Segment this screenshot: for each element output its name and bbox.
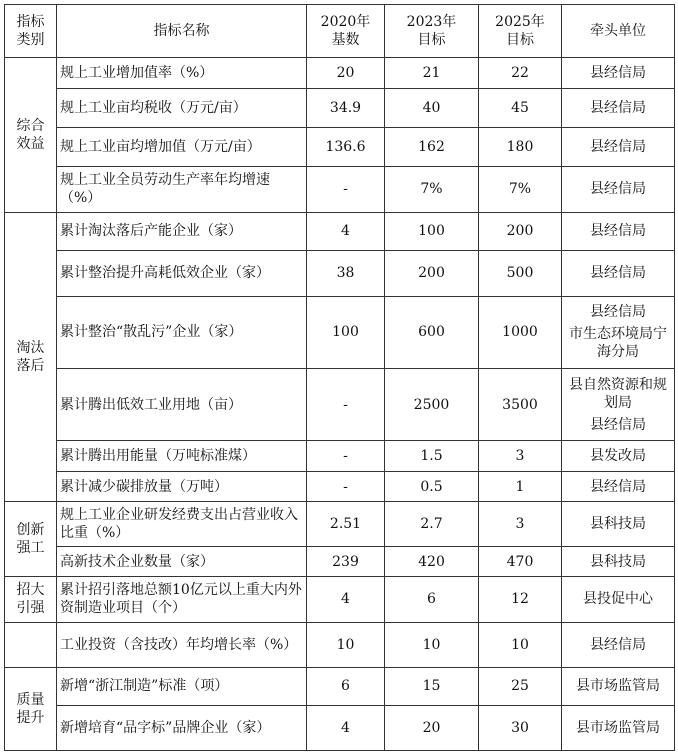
row-2023: 162 xyxy=(385,128,479,167)
row-2020: 4 xyxy=(307,212,385,250)
indicator-table xyxy=(4,4,675,751)
header-name: 指标名称 xyxy=(57,5,307,58)
row-name: 新增培育“品字标”品牌企业（家） xyxy=(57,705,307,750)
category-cell: 淘汰 落后 xyxy=(5,212,57,502)
table-row xyxy=(5,89,675,128)
table-row xyxy=(5,58,675,89)
header-lead-unit: 牵头单位 xyxy=(562,5,675,58)
row-2023: 0.5 xyxy=(385,472,479,502)
row-lead-unit: 县科技局 xyxy=(562,502,675,547)
table-row xyxy=(5,547,675,577)
row-lead-unit: 县经信局 xyxy=(562,472,675,502)
row-lead-unit: 县市场监管局 xyxy=(562,667,675,705)
row-2025: 22 xyxy=(479,58,562,89)
row-2020: 38 xyxy=(307,250,385,296)
row-2023: 21 xyxy=(385,58,479,89)
header-2023: 2023年 目标 xyxy=(385,5,479,58)
row-name: 规上工业企业研发经费支出占营业收入比重（%） xyxy=(57,502,307,547)
header-2020: 2020年 基数 xyxy=(307,5,385,58)
row-lead-unit: 县投促中心 xyxy=(562,577,675,622)
category-cell: 质量 提升 xyxy=(5,667,57,750)
row-2023: 200 xyxy=(385,250,479,296)
row-2025: 200 xyxy=(479,212,562,250)
table-row xyxy=(5,667,675,705)
category-cell: 创新 强工 xyxy=(5,502,57,577)
row-lead-unit: 县经信局 xyxy=(562,58,675,89)
row-2025: 180 xyxy=(479,128,562,167)
row-2020: 20 xyxy=(307,58,385,89)
row-2023: 6 xyxy=(385,577,479,622)
row-2023: 7% xyxy=(385,167,479,212)
table-row xyxy=(5,167,675,212)
table-row xyxy=(5,502,675,547)
row-lead-unit: 县科技局 xyxy=(562,547,675,577)
row-2020: 34.9 xyxy=(307,89,385,128)
row-2023: 15 xyxy=(385,667,479,705)
row-2020: 6 xyxy=(307,667,385,705)
row-2020: 2.51 xyxy=(307,502,385,547)
row-2025: 1000 xyxy=(479,296,562,368)
row-2023: 40 xyxy=(385,89,479,128)
table-row xyxy=(5,296,675,368)
row-2020: - xyxy=(307,472,385,502)
row-lead-unit: 县经信局 xyxy=(562,212,675,250)
row-2025: 12 xyxy=(479,577,562,622)
header-category: 指标 类别 xyxy=(5,5,57,58)
table-row xyxy=(5,250,675,296)
row-2023: 2.7 xyxy=(385,502,479,547)
row-2020: 4 xyxy=(307,577,385,622)
row-lead-unit: 县市场监管局 xyxy=(562,705,675,750)
row-2023: 2500 xyxy=(385,368,479,440)
row-lead-unit: 县经信局 xyxy=(562,128,675,167)
row-2025: 1 xyxy=(479,472,562,502)
row-2020: 239 xyxy=(307,547,385,577)
row-2023: 600 xyxy=(385,296,479,368)
row-2020: 10 xyxy=(307,622,385,667)
row-2020: 4 xyxy=(307,705,385,750)
row-lead-unit: 县经信局 xyxy=(562,167,675,212)
row-lead-unit: 县经信局 xyxy=(562,622,675,667)
table-row xyxy=(5,128,675,167)
row-2025: 7% xyxy=(479,167,562,212)
row-name: 累计减少碳排放量（万吨） xyxy=(57,472,307,502)
table-row xyxy=(5,212,675,250)
row-name: 高新技术企业数量（家） xyxy=(57,547,307,577)
row-2020: 100 xyxy=(307,296,385,368)
row-lead-unit: 县经信局 xyxy=(562,250,675,296)
row-2025: 470 xyxy=(479,547,562,577)
row-2025: 3500 xyxy=(479,368,562,440)
header-row xyxy=(5,5,675,58)
row-2020: - xyxy=(307,441,385,472)
row-name: 累计腾出低效工业用地（亩） xyxy=(57,368,307,440)
row-2023: 20 xyxy=(385,705,479,750)
row-2025: 3 xyxy=(479,502,562,547)
row-name: 新增“浙江制造”标准（项） xyxy=(57,667,307,705)
row-lead-unit: 县发改局 xyxy=(562,441,675,472)
row-2023: 420 xyxy=(385,547,479,577)
row-name: 累计整治“散乱污”企业（家） xyxy=(57,296,307,368)
row-name: 累计招引落地总额10亿元以上重大内外资制造业项目（个） xyxy=(57,577,307,622)
row-2023: 1.5 xyxy=(385,441,479,472)
row-name: 规上工业亩均税收（万元/亩） xyxy=(57,89,307,128)
row-2023: 100 xyxy=(385,212,479,250)
table-row xyxy=(5,622,675,667)
category-cell: 招大 引强 xyxy=(5,577,57,622)
category-cell: 综合 效益 xyxy=(5,58,57,212)
row-2025: 30 xyxy=(479,705,562,750)
table-row xyxy=(5,577,675,622)
category-cell-empty xyxy=(5,622,57,667)
table-row xyxy=(5,368,675,440)
row-2025: 25 xyxy=(479,667,562,705)
row-name: 累计腾出用能量（万吨标准煤） xyxy=(57,441,307,472)
row-2023: 10 xyxy=(385,622,479,667)
header-2025: 2025年 目标 xyxy=(479,5,562,58)
row-name: 工业投资（含技改）年均增长率（%） xyxy=(57,622,307,667)
table-row xyxy=(5,472,675,502)
row-name: 规上工业增加值率（%） xyxy=(57,58,307,89)
row-lead-unit: 县经信局 xyxy=(562,89,675,128)
row-2020: 136.6 xyxy=(307,128,385,167)
row-name: 规上工业全员劳动生产率年均增速（%） xyxy=(57,167,307,212)
table-row xyxy=(5,441,675,472)
row-2025: 500 xyxy=(479,250,562,296)
row-name: 规上工业亩均增加值（万元/亩） xyxy=(57,128,307,167)
row-lead-unit: 县自然资源和规划局 县经信局 xyxy=(562,368,675,440)
row-name: 累计整治提升高耗低效企业（家） xyxy=(57,250,307,296)
row-2025: 10 xyxy=(479,622,562,667)
row-2020: - xyxy=(307,368,385,440)
row-2025: 45 xyxy=(479,89,562,128)
row-name: 累计淘汰落后产能企业（家） xyxy=(57,212,307,250)
row-2020: - xyxy=(307,167,385,212)
row-lead-unit: 县经信局 市生态环境局宁海分局 xyxy=(562,296,675,368)
row-2025: 3 xyxy=(479,441,562,472)
table-row xyxy=(5,705,675,750)
